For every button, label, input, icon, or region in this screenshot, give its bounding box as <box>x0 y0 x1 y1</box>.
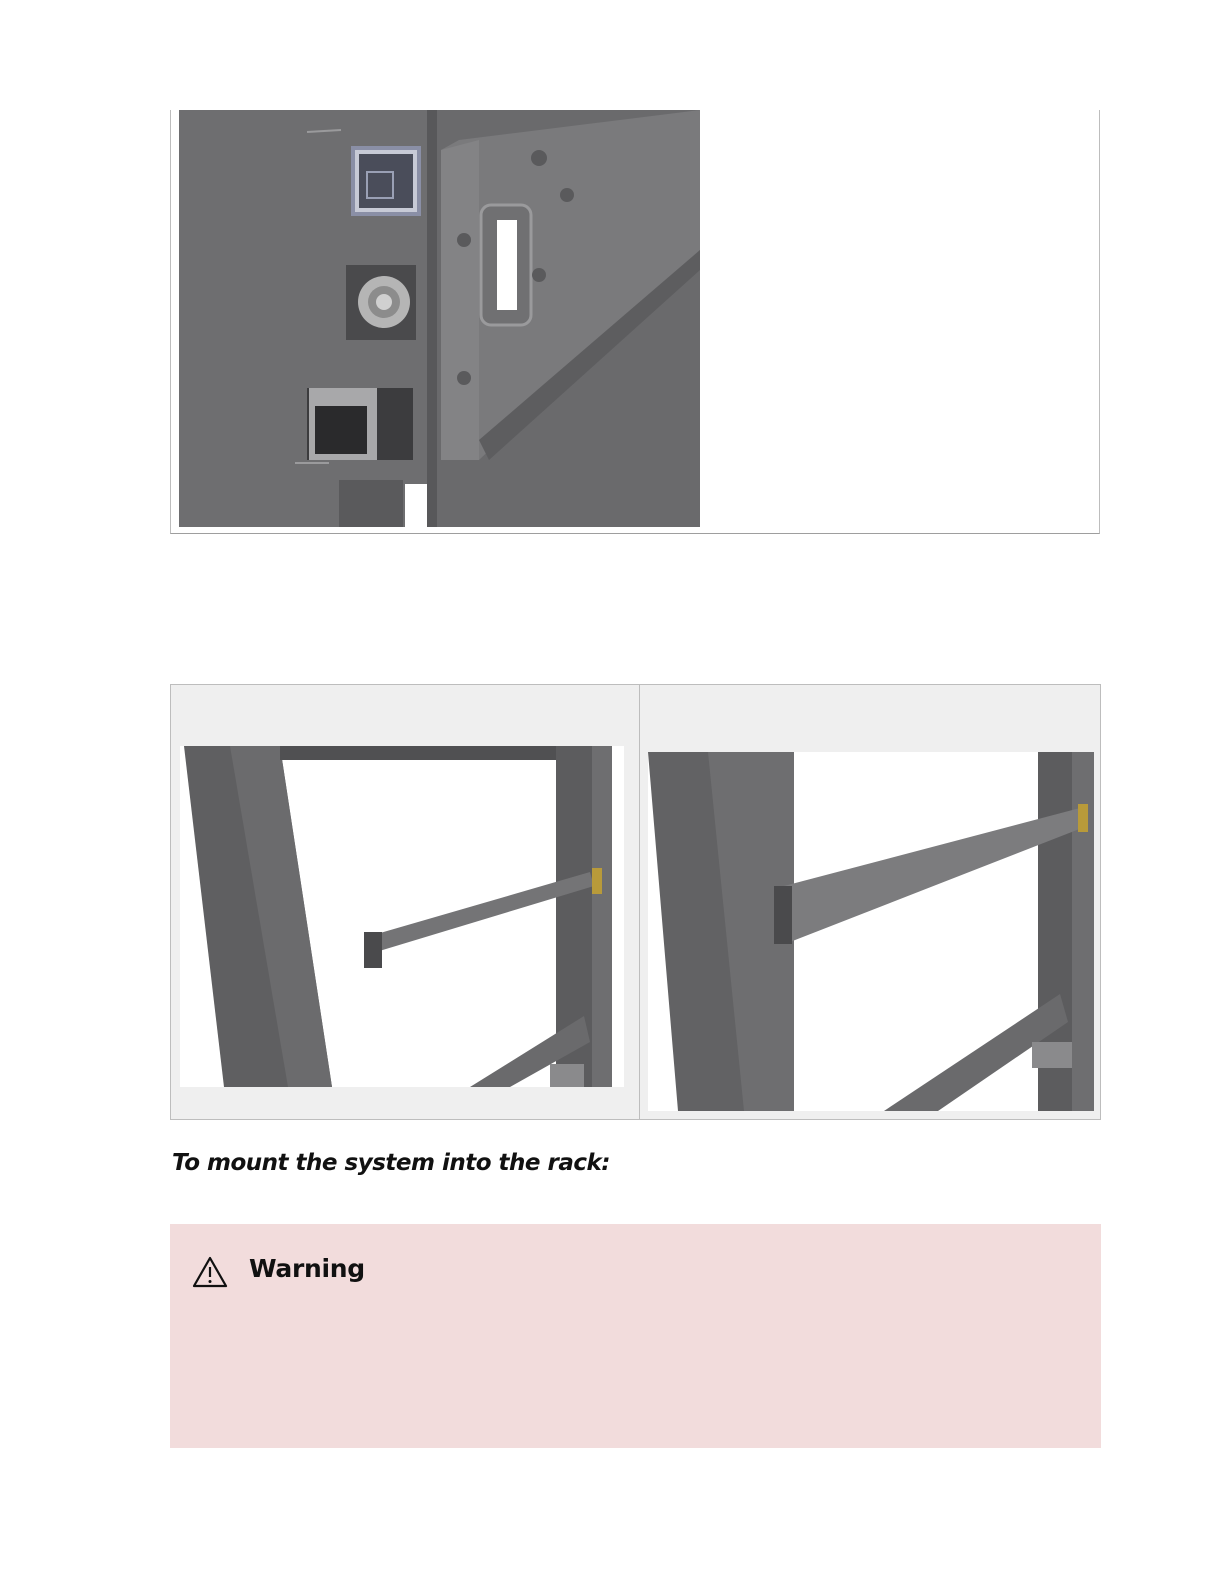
rail-closeup-illustration <box>179 110 700 527</box>
warning-callout <box>170 1224 1101 1448</box>
rail-closeup-figure <box>170 110 1100 534</box>
rail-install-figure-table <box>170 684 1101 1120</box>
procedure-heading: To mount the system into the rack: <box>172 1150 610 1176</box>
rail-front-install-image <box>648 752 1094 1115</box>
warning-title: Warning <box>249 1254 365 1283</box>
rail-rear-install-image <box>180 746 624 1091</box>
rack-front-rail-illustration <box>648 752 1094 1111</box>
table-divider <box>639 685 640 1119</box>
rack-rear-rail-illustration <box>180 746 624 1087</box>
warning-triangle-icon <box>192 1256 228 1292</box>
